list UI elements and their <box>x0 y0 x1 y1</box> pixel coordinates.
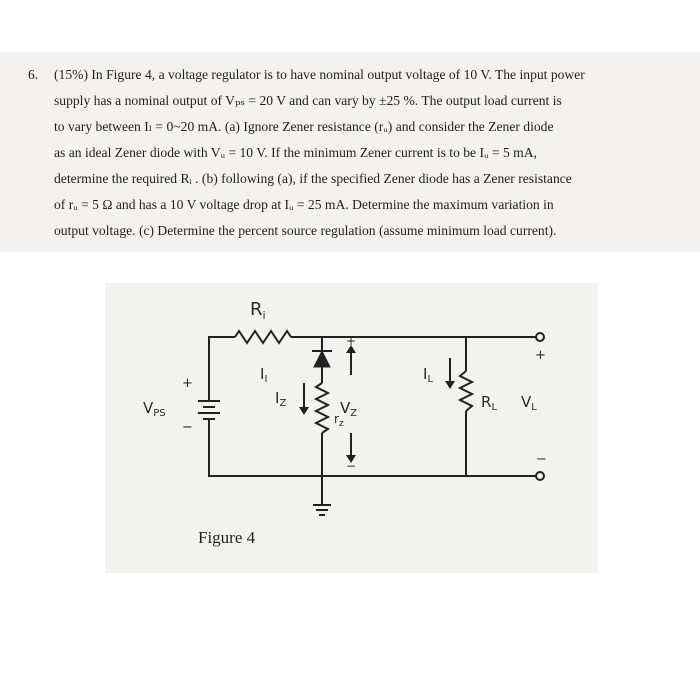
label-vps-minus: − <box>182 420 193 435</box>
problem-line: determine the required Rᵢ . (b) following (a), if the specified Zener diode has a Zener resistance <box>54 171 572 186</box>
arrow-head-iz <box>299 407 309 415</box>
problem-line: supply has a nominal output of Vₚₛ = 20 V and can vary by ±25 %. The output load current is <box>54 93 562 108</box>
output-terminal-plus-icon <box>536 333 544 341</box>
battery-cells <box>198 401 220 419</box>
figure-card <box>105 283 598 573</box>
problem-number: 6. <box>28 67 39 82</box>
arrow-head-il <box>445 381 455 389</box>
label-vps: $V_{PS}$ <box>143 399 166 419</box>
label-vl: $V_L$ <box>521 393 537 413</box>
problem-line: 6. (15%) In Figure 4, a voltage regulator is to have nominal output voltage of 10 V. The input power <box>28 62 678 88</box>
wire-bottom <box>209 419 466 476</box>
ground-symbol <box>313 505 331 515</box>
label-vps-plus: + <box>182 376 193 391</box>
problem-line: as an ideal Zener diode with Vᵤ = 10 V. If the minimum Zener current is to be Iᵤ = 5 mA, <box>54 145 537 160</box>
label-rl: $R_L$ <box>481 393 498 413</box>
problem-text <box>28 62 678 244</box>
label-iz: $I_Z$ <box>275 389 287 409</box>
label-il: $I_L$ <box>423 365 434 385</box>
resistor-rl <box>460 371 472 411</box>
resistor-ri <box>235 331 291 343</box>
output-terminal-minus-icon <box>536 472 544 480</box>
label-rz: $r_z$ <box>334 412 344 429</box>
problem-line: output voltage. (c) Determine the percent source regulation (assume minimum load current). <box>54 223 557 238</box>
problem-line: to vary between Iₗ = 0~20 mA. (a) Ignore Zener resistance (rᵤ) and consider the Zener diode <box>54 119 554 134</box>
label-vz-minus: − <box>346 459 357 473</box>
problem-card <box>0 52 700 252</box>
circuit-diagram <box>105 283 598 573</box>
circuit-wires <box>198 331 540 515</box>
label-vl-plus: + <box>535 348 546 363</box>
label-ri: $R_i$ <box>250 299 266 322</box>
resistor-rz <box>316 383 328 433</box>
figure-caption: Figure 4 <box>198 528 256 547</box>
label-vz-plus: + <box>346 334 357 348</box>
problem-line: of rᵤ = 5 Ω and has a 10 V voltage drop at Iᵤ = 25 mA. Determine the maximum variation in <box>54 197 554 212</box>
label-vl-minus: − <box>536 452 547 467</box>
label-vz: $V_Z$ <box>340 399 358 419</box>
zener-diode-icon <box>314 351 330 367</box>
wire-top-left <box>209 337 235 393</box>
label-ii: $I_I$ <box>260 365 268 385</box>
